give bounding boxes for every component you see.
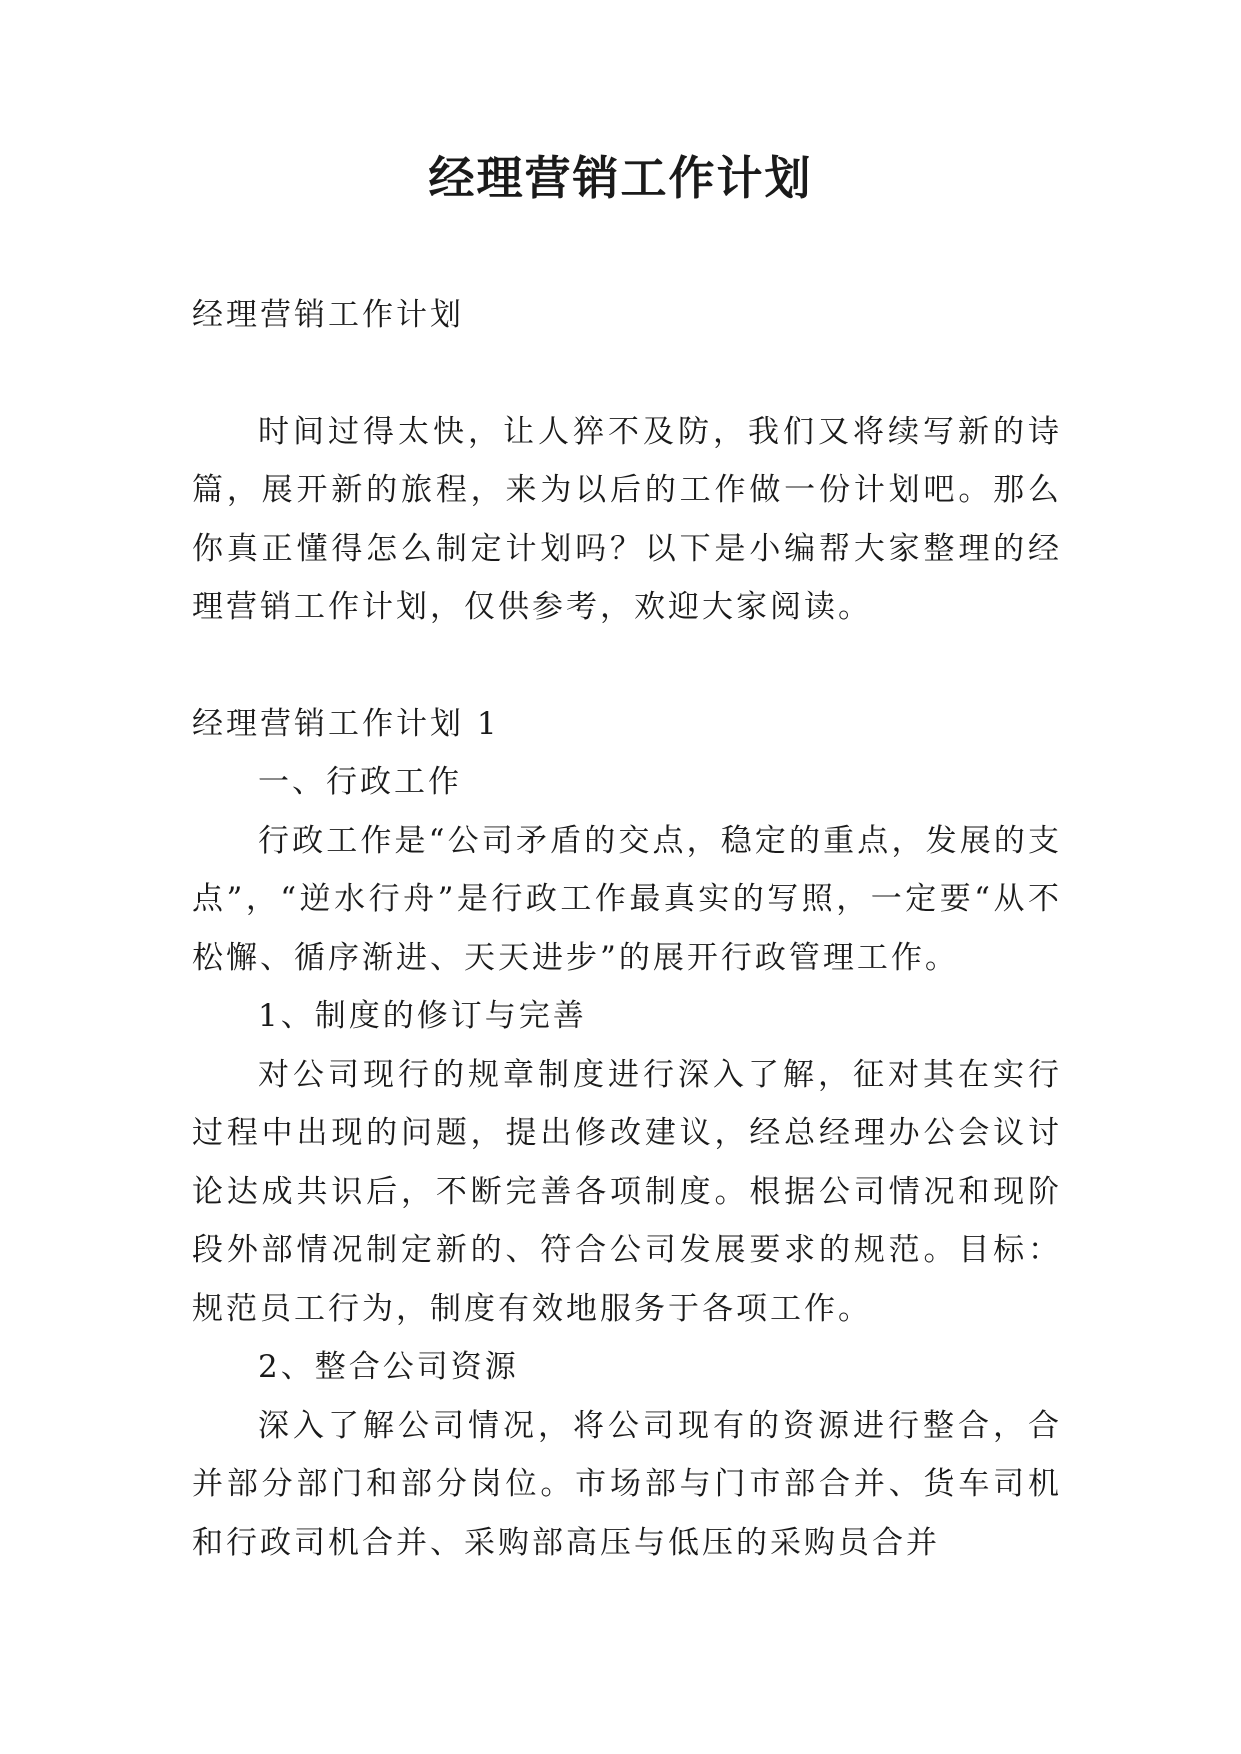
document-title: 经理营销工作计划	[428, 151, 813, 205]
section-title: 经理营销工作计划 1	[192, 705, 500, 742]
item-2-paragraph: 深入了解公司情况，将公司现有的资源进行整合，合并部分部门和部分岗位。市场部与门市部合并、货车司机和行政司机合并、采购部高压与低压的采购员合并	[192, 1407, 1062, 1561]
item-1-title: 1、制度的修订与完善	[258, 998, 587, 1034]
heading-administrative-work: 一、行政工作	[258, 764, 462, 800]
intro-paragraph: 时间过得太快，让人猝不及防，我们又将续写新的诗篇，展开新的旅程，来为以后的工作做一份计划吧。那么你真正懂得怎么制定计划吗？以下是小编帮大家整理的经理营销工作计划，仅供参考，欢迎大家阅读。	[192, 413, 1062, 625]
document-subtitle: 经理营销工作计划	[192, 297, 464, 333]
administrative-work-paragraph: 行政工作是“公司矛盾的交点，稳定的重点，发展的支点”，“逆水行舟”是行政工作最真实的写照，一定要“从不松懈、循序渐进、天天进步”的展开行政管理工作。	[192, 822, 1062, 976]
document-body	[192, 286, 1062, 1572]
item-2-title: 2、整合公司资源	[258, 1349, 519, 1385]
item-1-paragraph: 对公司现行的规章制度进行深入了解，征对其在实行过程中出现的问题，提出修改建议，经总经理办公会议讨论达成共识后，不断完善各项制度。根据公司情况和现阶段外部情况制定新的、符合公司发展要求的规范。目标：规范员工行为，制度有效地服务于各项工作。	[192, 1056, 1062, 1327]
